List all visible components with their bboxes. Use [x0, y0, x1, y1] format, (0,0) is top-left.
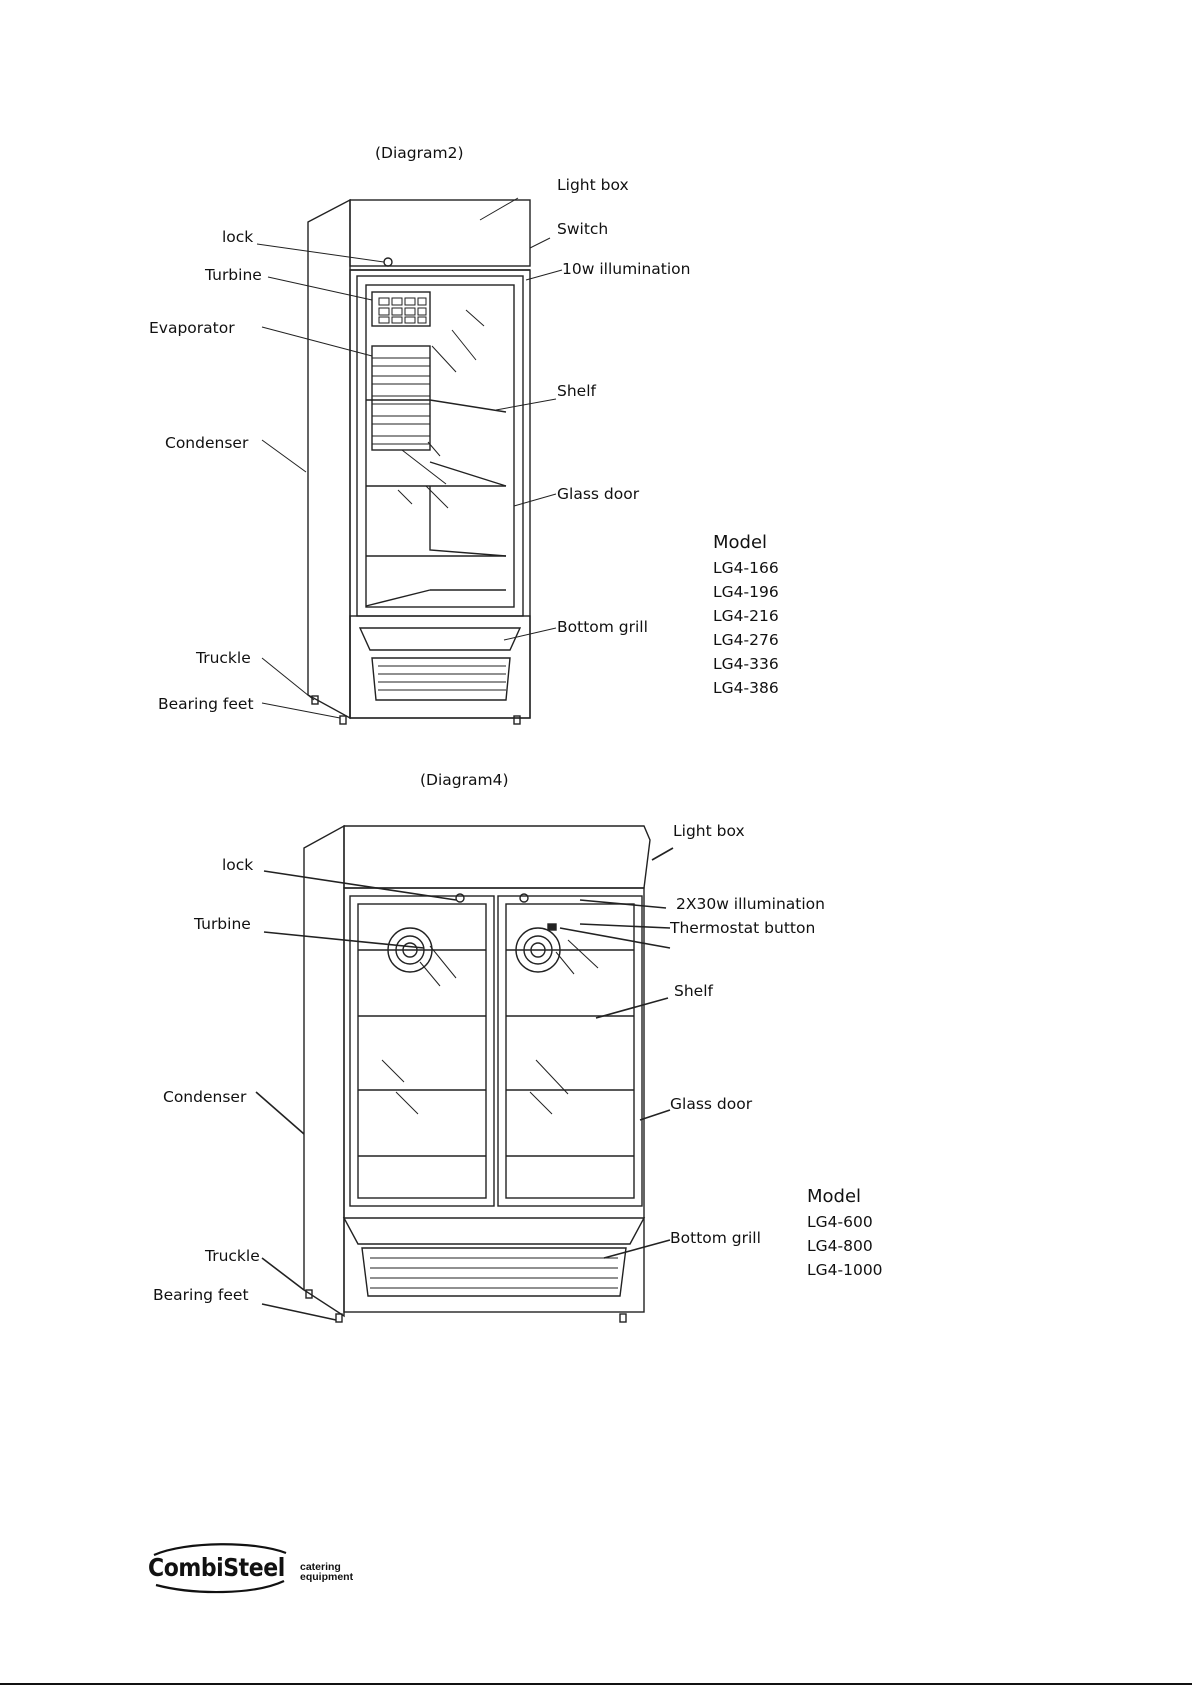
model-item: LG4-276: [713, 631, 779, 649]
diagram4-caption: (Diagram4): [420, 771, 509, 789]
d2-label-glass-door: Glass door: [557, 485, 640, 503]
d2-label-truckle: Truckle: [196, 649, 251, 667]
d2-model-list: [713, 556, 779, 700]
d2-label-evaporator: Evaporator: [149, 319, 235, 337]
d4-label-bottom-grill: Bottom grill: [670, 1229, 761, 1247]
combisteel-logo: [146, 1543, 353, 1595]
model-item: LG4-386: [713, 679, 779, 697]
d2-label-bearing-feet: Bearing feet: [158, 695, 254, 713]
d4-label-bearing-feet: Bearing feet: [153, 1286, 249, 1304]
logo-tagline-line1: catering: [300, 1561, 341, 1573]
d4-model-title: Model: [807, 1186, 862, 1207]
logo-brand: CombiSteel: [148, 1553, 285, 1582]
d2-label-lock: lock: [222, 228, 254, 246]
d2-label-turbine: Turbine: [205, 266, 262, 284]
d2-label-switch: Switch: [557, 220, 609, 238]
d2-label-shelf: Shelf: [557, 382, 596, 400]
d2-model-title: Model: [713, 532, 768, 553]
d4-label-thermostat: Thermostat button: [670, 919, 816, 937]
model-item: LG4-336: [713, 655, 779, 673]
model-item: LG4-600: [807, 1213, 873, 1231]
d4-model-list: [807, 1210, 883, 1282]
diagram2-caption: (Diagram2): [375, 144, 464, 162]
d2-label-light-box: Light box: [557, 176, 629, 194]
d2-label-illumination: 10w illumination: [562, 260, 691, 278]
d4-label-glass-door: Glass door: [670, 1095, 753, 1113]
model-item: LG4-166: [713, 559, 779, 577]
logo-wordmark: [146, 1543, 294, 1595]
model-item: LG4-196: [713, 583, 779, 601]
d4-label-shelf: Shelf: [674, 982, 713, 1000]
d4-label-turbine: Turbine: [194, 915, 251, 933]
model-item: LG4-216: [713, 607, 779, 625]
d4-label-light-box: Light box: [673, 822, 745, 840]
d4-label-illumination: 2X30w illumination: [676, 895, 825, 913]
d4-label-condenser: Condenser: [163, 1088, 247, 1106]
d4-label-truckle: Truckle: [205, 1247, 260, 1265]
d2-label-bottom-grill: Bottom grill: [557, 618, 648, 636]
model-item: LG4-1000: [807, 1261, 883, 1279]
logo-tagline-line2: equipment: [300, 1571, 354, 1583]
logo-tagline: [300, 1562, 353, 1582]
d2-label-condenser: Condenser: [165, 434, 249, 452]
d4-label-lock: lock: [222, 856, 254, 874]
model-item: LG4-800: [807, 1237, 873, 1255]
